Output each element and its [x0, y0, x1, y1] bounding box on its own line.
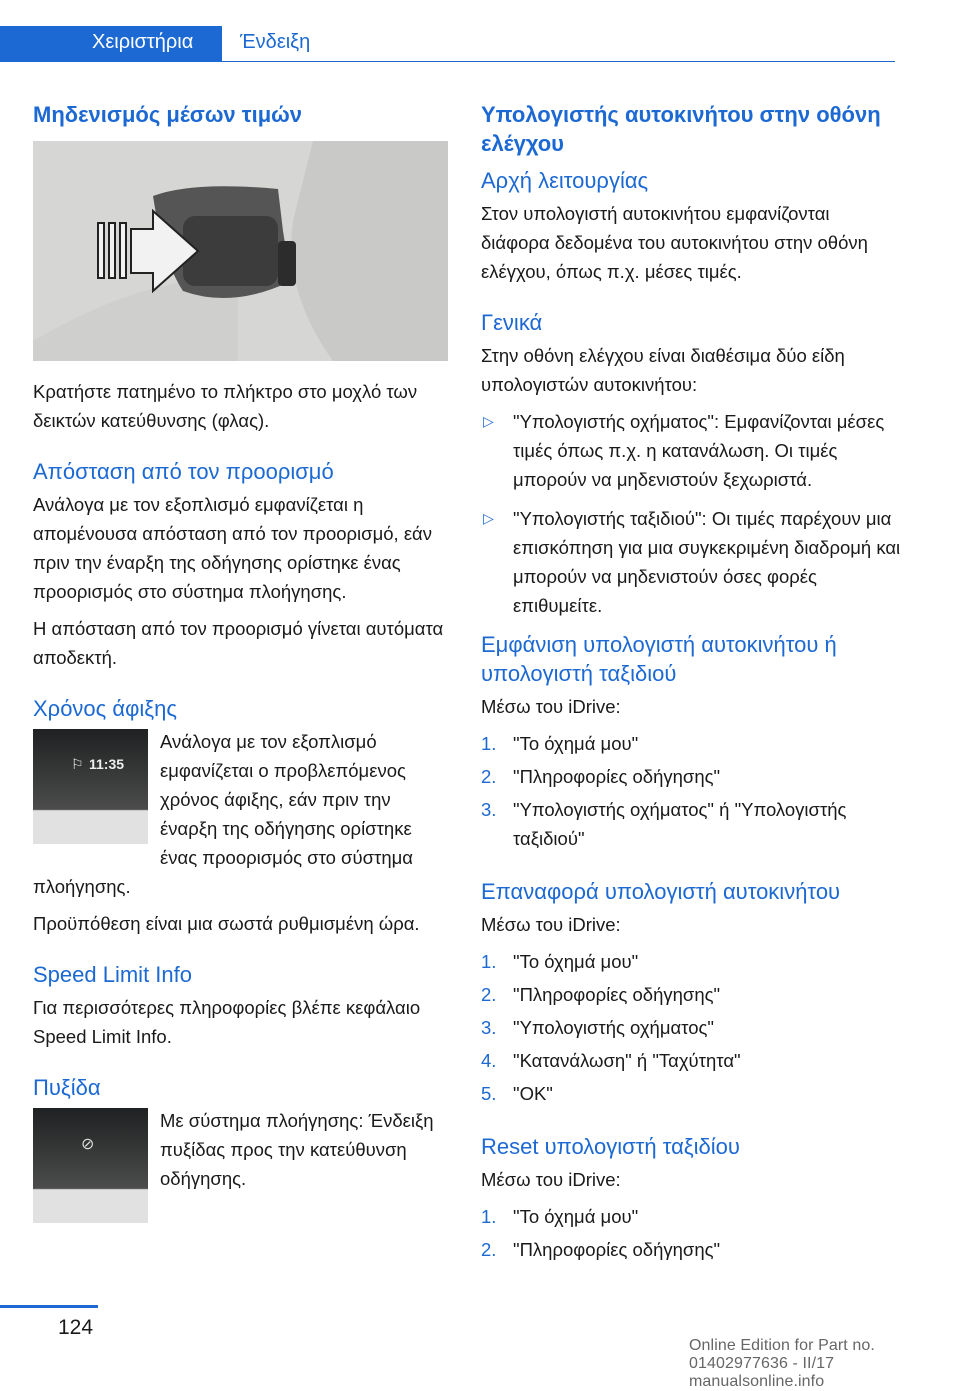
paragraph-arrival-2: Προϋπόθεση είναι μια σωστά ρυθμισμένη ώρα.: [33, 913, 420, 934]
compass-screen-image: [33, 1108, 148, 1223]
list-item-text: "Υπολογιστής οχήματος": Εμφανίζονται μέσες τιμές όπως π.χ. η κατανάλωση. Οι τιμές μπορούν να μηδενιστούν ξεχωριστά.: [513, 411, 885, 490]
display-steps-list: [481, 729, 901, 853]
paragraph-speed-limit-info: Για περισσότερες πληροφορίες βλέπε κεφάλαιο Speed Limit Info.: [33, 997, 421, 1047]
lever-figure-svg: [33, 141, 448, 361]
heading-reset-trip-computer: Reset υπολογιστή ταξιδίου: [481, 1134, 740, 1159]
heading-display-computer: Εμφάνιση υπολογιστή αυτοκινήτου ή υπολογιστή ταξιδιού: [481, 632, 837, 686]
heading-onboard-computer: Υπολογιστής αυτοκινήτου στην οθόνη ελέγχου: [481, 102, 881, 156]
heading-principle: Αρχή λειτουργίας: [481, 168, 649, 193]
triangle-bullet-icon: ▷: [483, 510, 494, 526]
paragraph-arrival-1: Ανάλογα με τον εξοπλισμό εμφανίζεται ο προβλεπόμενος χρόνος άφιξης, εάν πριν την έναρξη της οδήγησης ορίστηκε ένας προορισμός στο σύστημα πλοήγησης.: [33, 731, 413, 897]
via-idrive-3: Μέσω του iDrive:: [481, 1169, 621, 1190]
triangle-bullet-icon: ▷: [483, 413, 494, 429]
reset-vehicle-steps-list: [481, 947, 901, 1108]
arrival-time-screen-image: [33, 729, 148, 844]
list-item: 1. "Το όχημά μου": [481, 733, 639, 754]
list-item: 2. "Πληροφορίες οδήγησης": [481, 1239, 721, 1260]
list-item: 4. "Κατανάλωση" ή "Ταχύτητα": [481, 1050, 741, 1071]
tab-display[interactable]: Ένδειξη: [240, 31, 311, 53]
heading-compass: Πυξίδα: [33, 1075, 101, 1100]
paragraph-compass: Με σύστημα πλοήγησης: Ένδειξη πυξίδας προς την κατεύθυνση οδήγησης.: [160, 1110, 434, 1189]
paragraph-general: Στην οθόνη ελέγχου είναι διαθέσιμα δύο είδη υπολογιστών αυτοκινήτου:: [481, 345, 845, 395]
right-column: [481, 100, 901, 1274]
via-idrive-2: Μέσω του iDrive:: [481, 914, 621, 935]
heading-arrival-time: Χρόνος άφιξης: [33, 696, 177, 721]
heading-speed-limit-info: Speed Limit Info: [33, 962, 192, 987]
list-item: 3. "Υπολογιστής οχήματος" ή "Υπολογιστής ταξιδιού": [481, 799, 847, 849]
list-item-text: "Υπολογιστής ταξιδιού": Οι τιμές παρέχουν μια επισκόπηση για μια συγκεκριμένη διαδρομή και μπορούν να μηδενιστούν όσες φορές επιθυμείτε.: [513, 508, 901, 616]
list-item: [481, 504, 901, 620]
tab-controls-label: Χειριστήρια: [92, 31, 194, 53]
list-item: 2. "Πληροφορίες οδήγησης": [481, 984, 721, 1005]
paragraph-reset-averages: Κρατήστε πατημένο το πλήκτρο στο μοχλό των δεικτών κατεύθυνσης (φλας).: [33, 381, 418, 431]
footer-rule: [0, 1305, 98, 1308]
heading-distance-to-destination: Απόσταση από τον προορισμό: [33, 459, 334, 484]
paragraph-distance-2: Η απόσταση από τον προορισμό γίνεται αυτόματα αποδεκτή.: [33, 618, 444, 668]
edition-watermark: Online Edition for Part no. 01402977636 - II/17 manualsonline.info: [689, 1337, 875, 1390]
turn-signal-lever-illustration: [33, 141, 448, 361]
arrival-time-readout: 11:35: [89, 756, 125, 772]
list-item: 5. "OK": [481, 1083, 553, 1104]
list-item: [481, 407, 901, 494]
heading-reset-vehicle-computer: Επαναφορά υπολογιστή αυτοκινήτου: [481, 879, 841, 904]
list-item: 1. "Το όχημά μου": [481, 951, 639, 972]
left-column: [33, 100, 448, 1223]
reset-trip-steps-list: [481, 1202, 901, 1264]
tab-controls[interactable]: [0, 26, 222, 62]
heading-general: Γενικά: [481, 310, 543, 335]
heading-reset-averages: Μηδενισμός μέσων τιμών: [33, 102, 302, 127]
paragraph-principle: Στον υπολογιστή αυτοκινήτου εμφανίζονται διάφορα δεδομένα του αυτοκινήτου στην οθόνη ελέγχου, όπως π.χ. μέσες τιμές.: [481, 203, 868, 282]
via-idrive-1: Μέσω του iDrive:: [481, 696, 621, 717]
page-number: 124: [58, 1316, 94, 1339]
computer-types-list: [481, 407, 901, 620]
paragraph-distance-1: Ανάλογα με τον εξοπλισμό εμφανίζεται η απομένουσα απόσταση από τον προορισμό, εάν πριν την έναρξη της οδήγησης ορίστηκε ένας προορισμός στο σύστημα πλοήγησης.: [33, 494, 433, 602]
list-item: 2. "Πληροφορίες οδήγησης": [481, 766, 721, 787]
header-rule: [0, 61, 895, 62]
list-item: 1. "Το όχημά μου": [481, 1206, 639, 1227]
list-item: 3. "Υπολογιστής οχήματος": [481, 1017, 714, 1038]
flag-icon: ⚐: [71, 756, 84, 772]
page-header: [0, 0, 960, 62]
compass-icon: ⊘: [81, 1136, 95, 1153]
